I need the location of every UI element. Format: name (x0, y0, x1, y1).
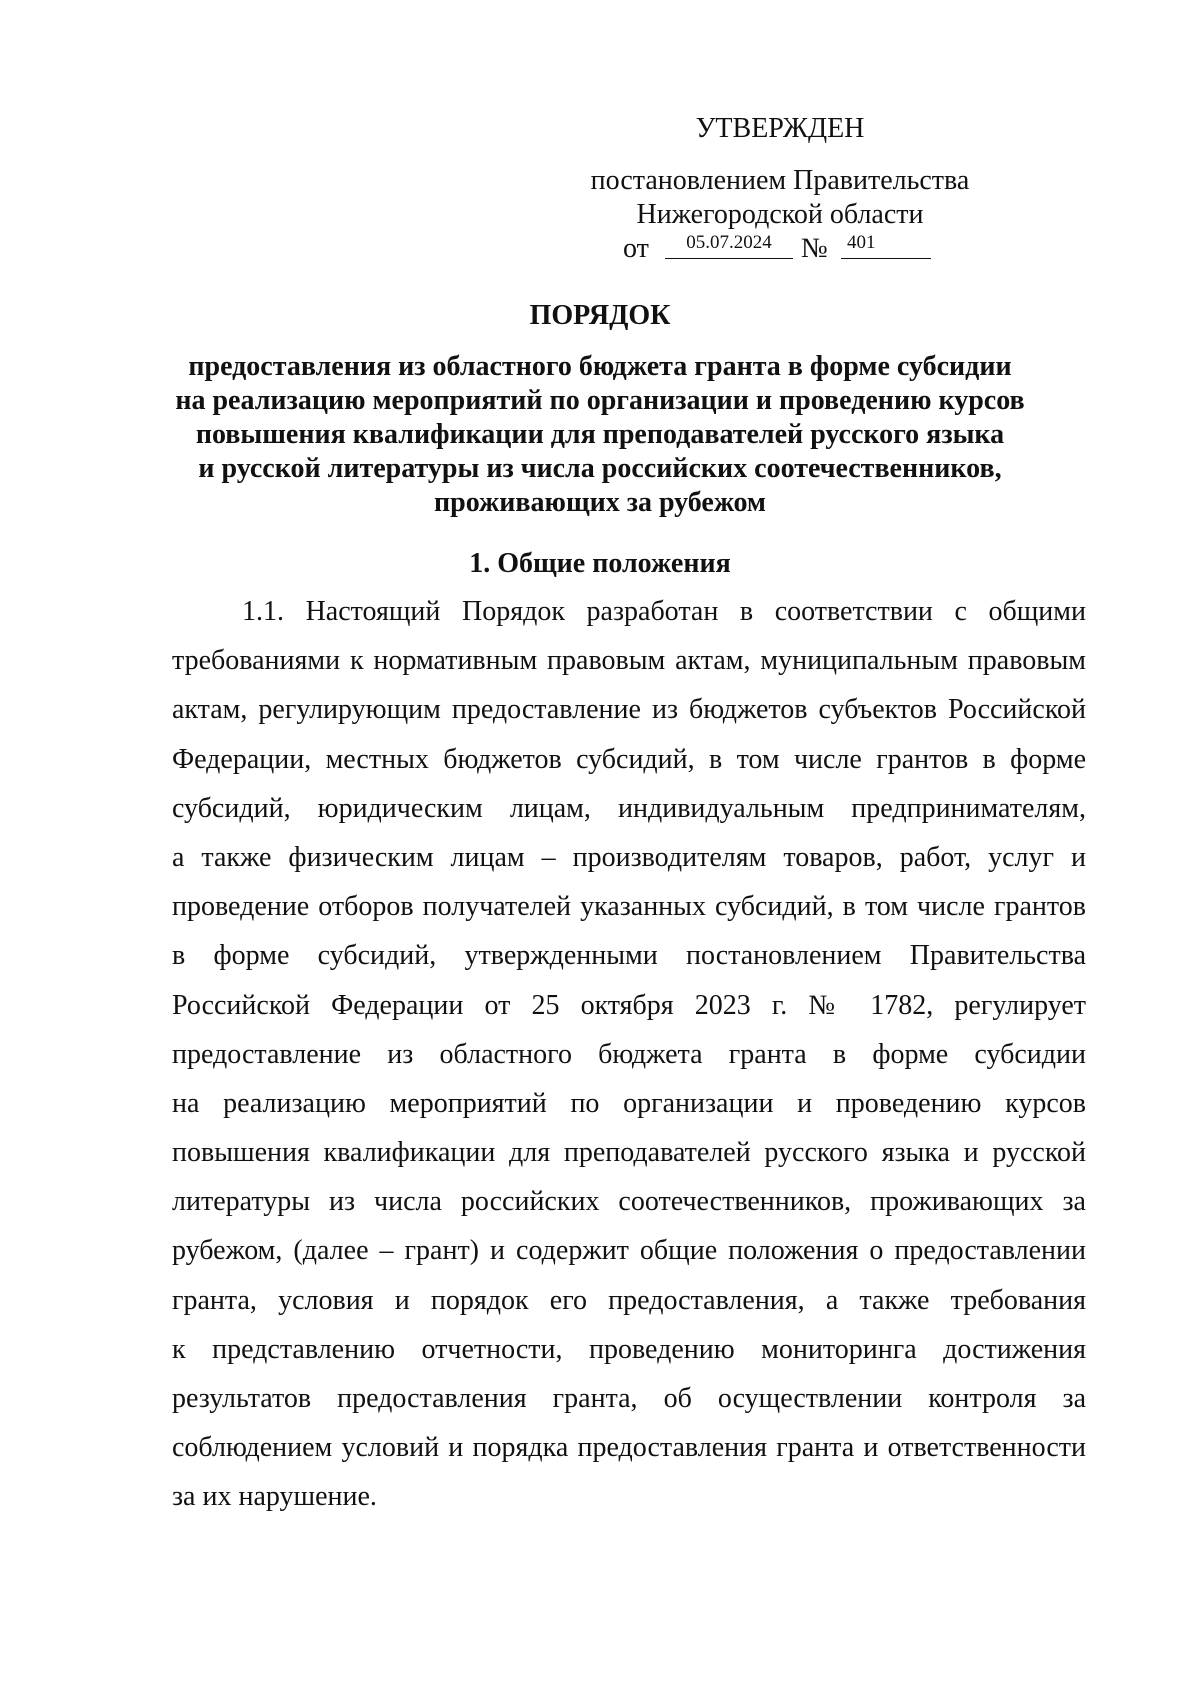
document-subtitle (150, 350, 1050, 520)
paragraph-line: соблюдением условий и порядка предоставления гранта и ответственности (172, 1432, 1086, 1464)
paragraph-line: на реализацию мероприятий по организации и проведению курсов (172, 1087, 1086, 1119)
subtitle-line: на реализацию мероприятий по организации и проведению курсов (175, 385, 1025, 416)
paragraph-line: к представлению отчетности, проведению мониторинга достижения (172, 1333, 1086, 1365)
paragraph-line: результатов предоставления гранта, об осуществлении контроля за (172, 1383, 1086, 1414)
paragraph-line: в форме субсидий, утвержденными постановлением Правительства (172, 940, 1086, 972)
paragraph-line: предоставление из областного бюджета гранта в форме субсидии (172, 1038, 1086, 1070)
paragraph-line: литературы из числа российских соотечественников, проживающих за (172, 1186, 1086, 1218)
section-heading: 1. Общие положения (469, 548, 731, 579)
paragraph-line: Российской Федерации от 25 октября 2023 г. № 1782, регулирует (172, 989, 1086, 1021)
date-label: от (623, 233, 649, 264)
reference-line (623, 232, 963, 266)
paragraph-line: рубежом, (далее – грант) и содержит общие положения о предоставлении (172, 1235, 1086, 1267)
paragraph-line: проведение отборов получателей указанных субсидий, в том числе грантов (172, 891, 1086, 923)
issuer-line: постановлением Правительства (590, 165, 970, 196)
subtitle-line: повышения квалификации для преподавателей русского языка (195, 419, 1005, 450)
paragraph-line: субсидий, юридическим лицам, индивидуальным предпринимателям, (172, 792, 1086, 824)
number-value (841, 228, 931, 259)
subtitle-line: и русской литературы из числа российских соотечественников, (198, 453, 1002, 484)
paragraph-line: Федерации, местных бюджетов субсидий, в том числе грантов в форме (172, 743, 1086, 775)
number-value-text: 401 (847, 232, 876, 253)
paragraph-line: требованиями к нормативным правовым актам, муниципальным правовым (172, 645, 1086, 677)
paragraph-line: а также физическим лицам – производителям товаров, работ, услуг и (172, 841, 1086, 873)
document-title: ПОРЯДОК (529, 300, 671, 331)
number-label: № (801, 233, 828, 264)
date-value: 05.07.2024 (665, 228, 793, 259)
paragraph-line: 1.1. Настоящий Порядок разработан в соответствии с общими (242, 596, 1086, 627)
paragraph-line: актам, регулирующим предоставление из бюджетов субъектов Российской (172, 694, 1086, 726)
paragraph-line: гранта, условия и порядок его предоставления, а также требования (172, 1284, 1086, 1316)
paragraph-1-1 (172, 587, 1086, 1522)
approval-stamp: УТВЕРЖДЕН (695, 113, 865, 144)
issuer-line: Нижегородской области (636, 199, 924, 230)
paragraph-line: за их нарушение. (172, 1481, 377, 1513)
issuer (560, 164, 1000, 232)
subtitle-line: проживающих за рубежом (433, 487, 767, 518)
paragraph-line: повышения квалификации для преподавателей русского языка и русской (172, 1137, 1086, 1169)
subtitle-line: предоставления из областного бюджета гранта в форме субсидии (188, 351, 1012, 382)
